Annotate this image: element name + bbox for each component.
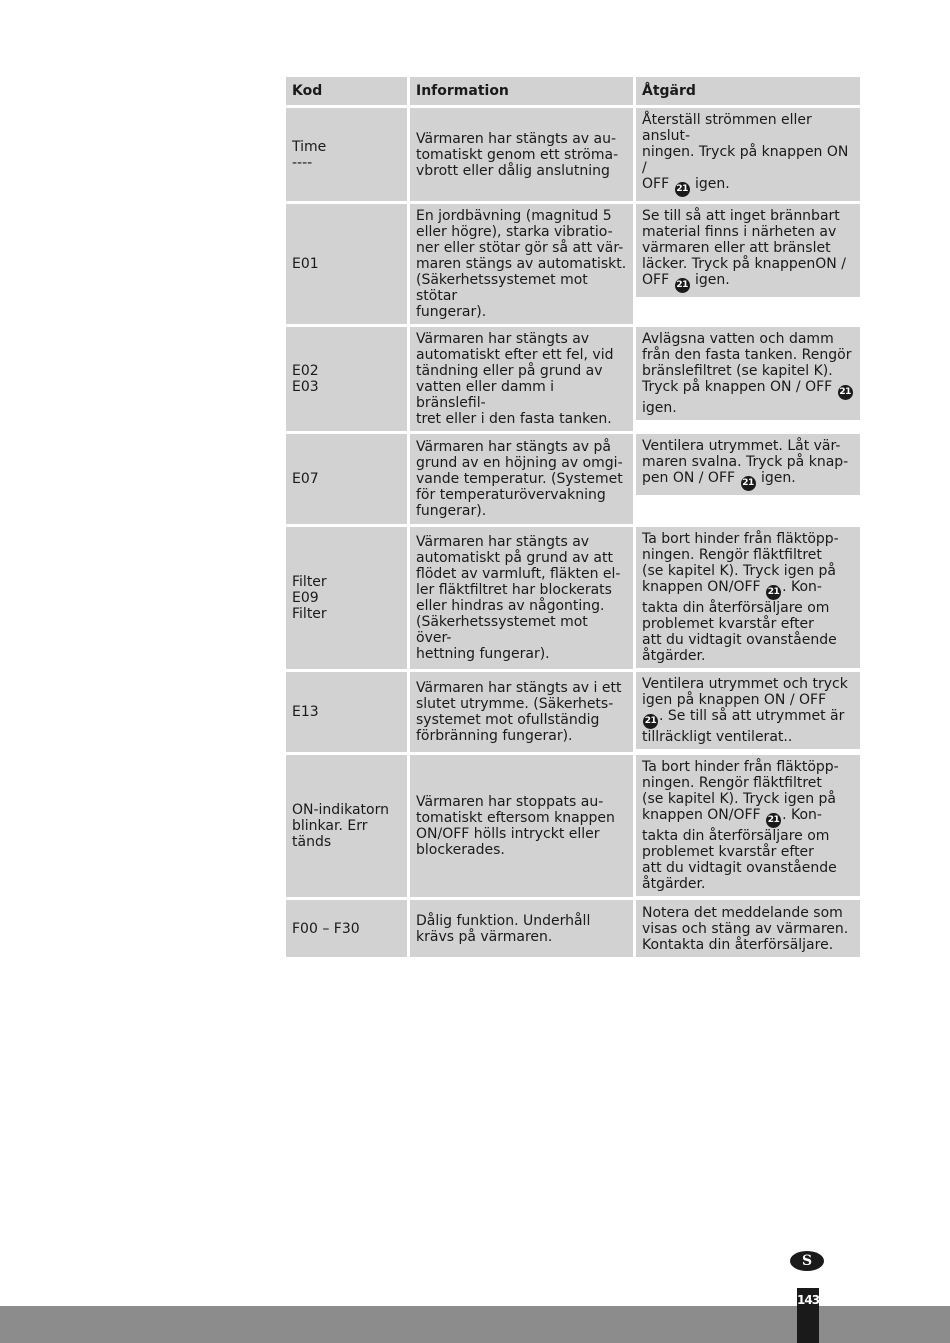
button-21-icon: 21 <box>838 385 853 400</box>
code-cell <box>286 755 407 897</box>
action-text: Ventilera utrymmet och tryck igen på knappen ON / OFF <box>642 676 848 708</box>
info-text: Värmaren har stängts av au- tomatiskt genom ett ströma- vbrott eller dålig anslutning <box>416 130 619 179</box>
code-text: Time ---- <box>292 138 327 171</box>
action-text: Återställ strömmen eller anslut- ningen. Tryck på knappen ON / OFF <box>642 112 849 192</box>
error-code-table <box>283 74 863 960</box>
table-row <box>286 755 860 897</box>
info-text: Värmaren har stängts av automatiskt på grund av att flödet av varmluft, fläkten el- ler fläktfiltret har blockerats eller hindras av någonting. (Säkerhetssystemet mot över- hettning fungerar). <box>416 534 621 662</box>
code-text: E07 <box>292 471 319 487</box>
action-text: Notera det meddelande som visas och stäng av värmaren. Kontakta din återförsäljare. <box>642 904 849 953</box>
info-cell <box>410 108 633 201</box>
table-row <box>286 108 860 201</box>
button-21-icon: 21 <box>643 714 658 729</box>
button-21-icon: 21 <box>675 182 690 197</box>
table-row <box>286 434 860 524</box>
info-cell <box>410 434 633 524</box>
code-cell <box>286 204 407 324</box>
table-row <box>286 900 860 957</box>
action-cell <box>636 755 860 896</box>
header-action: Åtgärd <box>636 77 860 105</box>
info-cell <box>410 900 633 957</box>
table-row <box>286 204 860 324</box>
code-text: ON-indikatorn blinkar. Err tänds <box>292 802 389 850</box>
code-text: E02 E03 <box>292 363 319 395</box>
table-row <box>286 527 860 669</box>
code-cell <box>286 672 407 752</box>
code-text: Filter E09 Filter <box>292 574 327 622</box>
action-text: Ta bort hinder från fläktöpp- ningen. Rengör fläktfiltret (se kapitel K). Tryck igen på knappen ON/OFF <box>642 759 839 823</box>
action-cell <box>636 527 860 668</box>
header-information: Information <box>410 77 633 105</box>
action-text-end: igen. <box>690 272 730 288</box>
info-text: En jordbävning (magnitud 5 eller högre), starka vibratio- ner eller stötar gör så att vär- maren stängs av automatiskt. (Säkerhetssystemet mot stötar fungerar). <box>416 208 627 320</box>
table-row <box>286 672 860 752</box>
info-cell <box>410 672 633 752</box>
button-21-icon: 21 <box>766 585 781 600</box>
button-21-icon: 21 <box>675 278 690 293</box>
code-text: F00 – F30 <box>292 920 360 937</box>
code-cell <box>286 900 407 957</box>
info-text: Värmaren har stängts av på grund av en höjning av omgi- vande temperatur. (Systemet för temperaturövervakning fungerar). <box>416 439 623 519</box>
info-cell <box>410 755 633 897</box>
info-text: Dålig funktion. Underhåll krävs på värmaren. <box>416 912 591 945</box>
action-text-end: . Kon- takta din återförsäljare om problemet kvarstår efter att du vidtagit ovanstående åtgärder. <box>642 807 837 892</box>
action-cell <box>636 204 860 297</box>
code-text: E13 <box>292 704 319 720</box>
action-text: Se till så att inget brännbart material finns i närheten av värmaren eller att bränslet läcker. Tryck på knappenON / OFF <box>642 208 846 288</box>
action-cell <box>636 327 860 420</box>
action-text: Ventilera utrymmet. Låt vär- maren svalna. Tryck på knap- pen ON / OFF <box>642 438 849 486</box>
table-header-row <box>286 77 860 105</box>
info-cell <box>410 204 633 324</box>
action-text-end: igen. <box>642 400 677 416</box>
action-text-end: . Kon- takta din återförsäljare om problemet kvarstår efter att du vidtagit ovanstående åtgärder. <box>642 579 837 664</box>
code-cell <box>286 527 407 669</box>
code-text: E01 <box>292 256 319 272</box>
action-cell <box>636 672 860 749</box>
code-cell <box>286 327 407 431</box>
info-cell <box>410 327 633 431</box>
table-row <box>286 327 860 431</box>
action-text-end: igen. <box>756 470 796 486</box>
action-text: Avlägsna vatten och damm från den fasta tanken. Rengör bränslefiltret (se kapitel K). Tryck på knappen ON / OFF <box>642 331 852 395</box>
action-text-end: . Se till så att utrymmet är tillräckligt ventilerat.. <box>642 708 845 745</box>
header-code: Kod <box>286 77 407 105</box>
info-cell <box>410 527 633 669</box>
action-text-end: igen. <box>690 176 730 192</box>
action-text: Ta bort hinder från fläktöpp- ningen. Rengör fläktfiltret (se kapitel K). Tryck igen på knappen ON/OFF <box>642 531 839 595</box>
code-cell <box>286 108 407 201</box>
language-badge: S <box>790 1251 824 1271</box>
info-text: Värmaren har stoppats au- tomatiskt eftersom knappen ON/OFF hölls intryckt eller blockerades. <box>416 794 615 858</box>
info-text: Värmaren har stängts av i ett slutet utrymme. (Säkerhets- systemet mot ofullständig förbränning fungerar). <box>416 680 622 744</box>
action-cell <box>636 900 860 957</box>
button-21-icon: 21 <box>766 813 781 828</box>
code-cell <box>286 434 407 524</box>
button-21-icon: 21 <box>741 476 756 491</box>
page-number: 143 <box>797 1293 820 1307</box>
action-cell <box>636 108 860 201</box>
info-text: Värmaren har stängts av automatiskt efter ett fel, vid tändning eller på grund av vatten eller damm i bränslefil- tret eller i den fasta tanken. <box>416 331 614 427</box>
action-cell <box>636 434 860 495</box>
